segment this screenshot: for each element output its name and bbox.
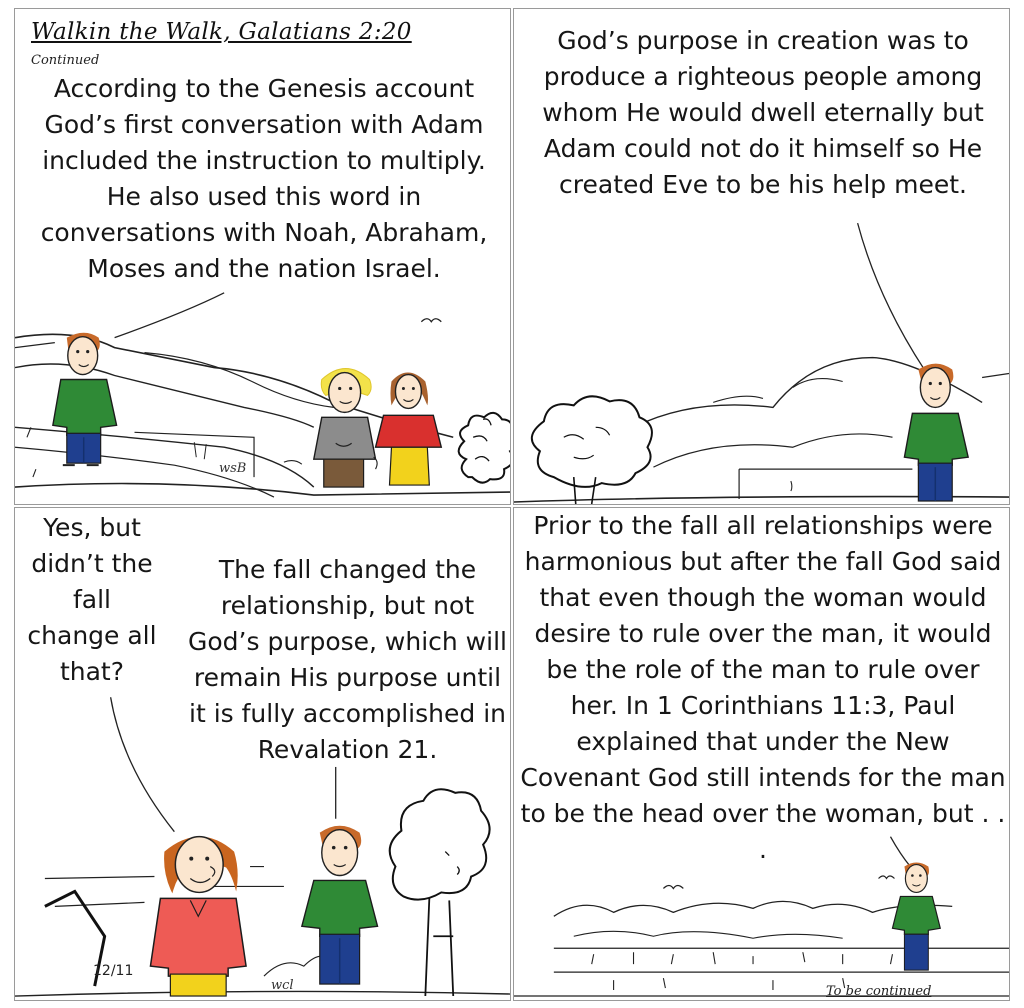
comic-panel-4 [513,507,1010,1001]
date-mark: 12/11 [93,963,134,979]
continued-label: Continued [31,53,100,68]
adam-figure [892,863,940,971]
narration-text: Prior to the fall all relationships were harmonious but after the fall God said that even though the woman would desire to rule over the man, it would be the role of the man to rule over her. In 1 Corinthians 11:3, Paul explained that under the New Covenant God still intends for the man to be the head over the woman, but . . . [520,511,1006,864]
speech-pointer-woman [111,697,175,831]
narration-text: According to the Genesis account God’s first conversation with Adam included the instruction to multiply. He also used this word in conversations with Noah, Abraham, Moses and the nation Israel. [40,74,488,283]
to-be-continued-label: To be continued [826,984,932,999]
adam-figure [904,364,968,501]
comic-panel-1 [14,8,511,505]
woman-figure [150,837,246,996]
comic-title: Walkin the Walk, Galatians 2:20 [31,19,412,45]
blonde-man-figure [314,369,376,488]
speech-pointer [858,223,925,369]
artist-signature: wcl [271,978,294,993]
adam-figure [302,826,378,984]
narration-text: God’s purpose in creation was to produce a righteous people among whom He would dwell eternally but Adam could not do it himself so He created Eve to be his help meet. [542,26,984,199]
comic-panel-3 [14,507,511,1001]
woman-speech-text: Yes, but didn’t the fall change all that? [27,513,157,686]
artist-signature: wsB [219,461,247,476]
tree [532,396,652,504]
woman-figure [376,373,442,486]
tree [390,789,490,996]
speech-pointer [115,293,225,338]
adam-figure [53,333,117,465]
comic-panel-2 [513,8,1010,505]
man-speech-text: The fall changed the relationship, but not God’s purpose, which will remain His purpose until it is fully accomplished in Revalation 21. [188,555,507,764]
bush [459,413,510,483]
